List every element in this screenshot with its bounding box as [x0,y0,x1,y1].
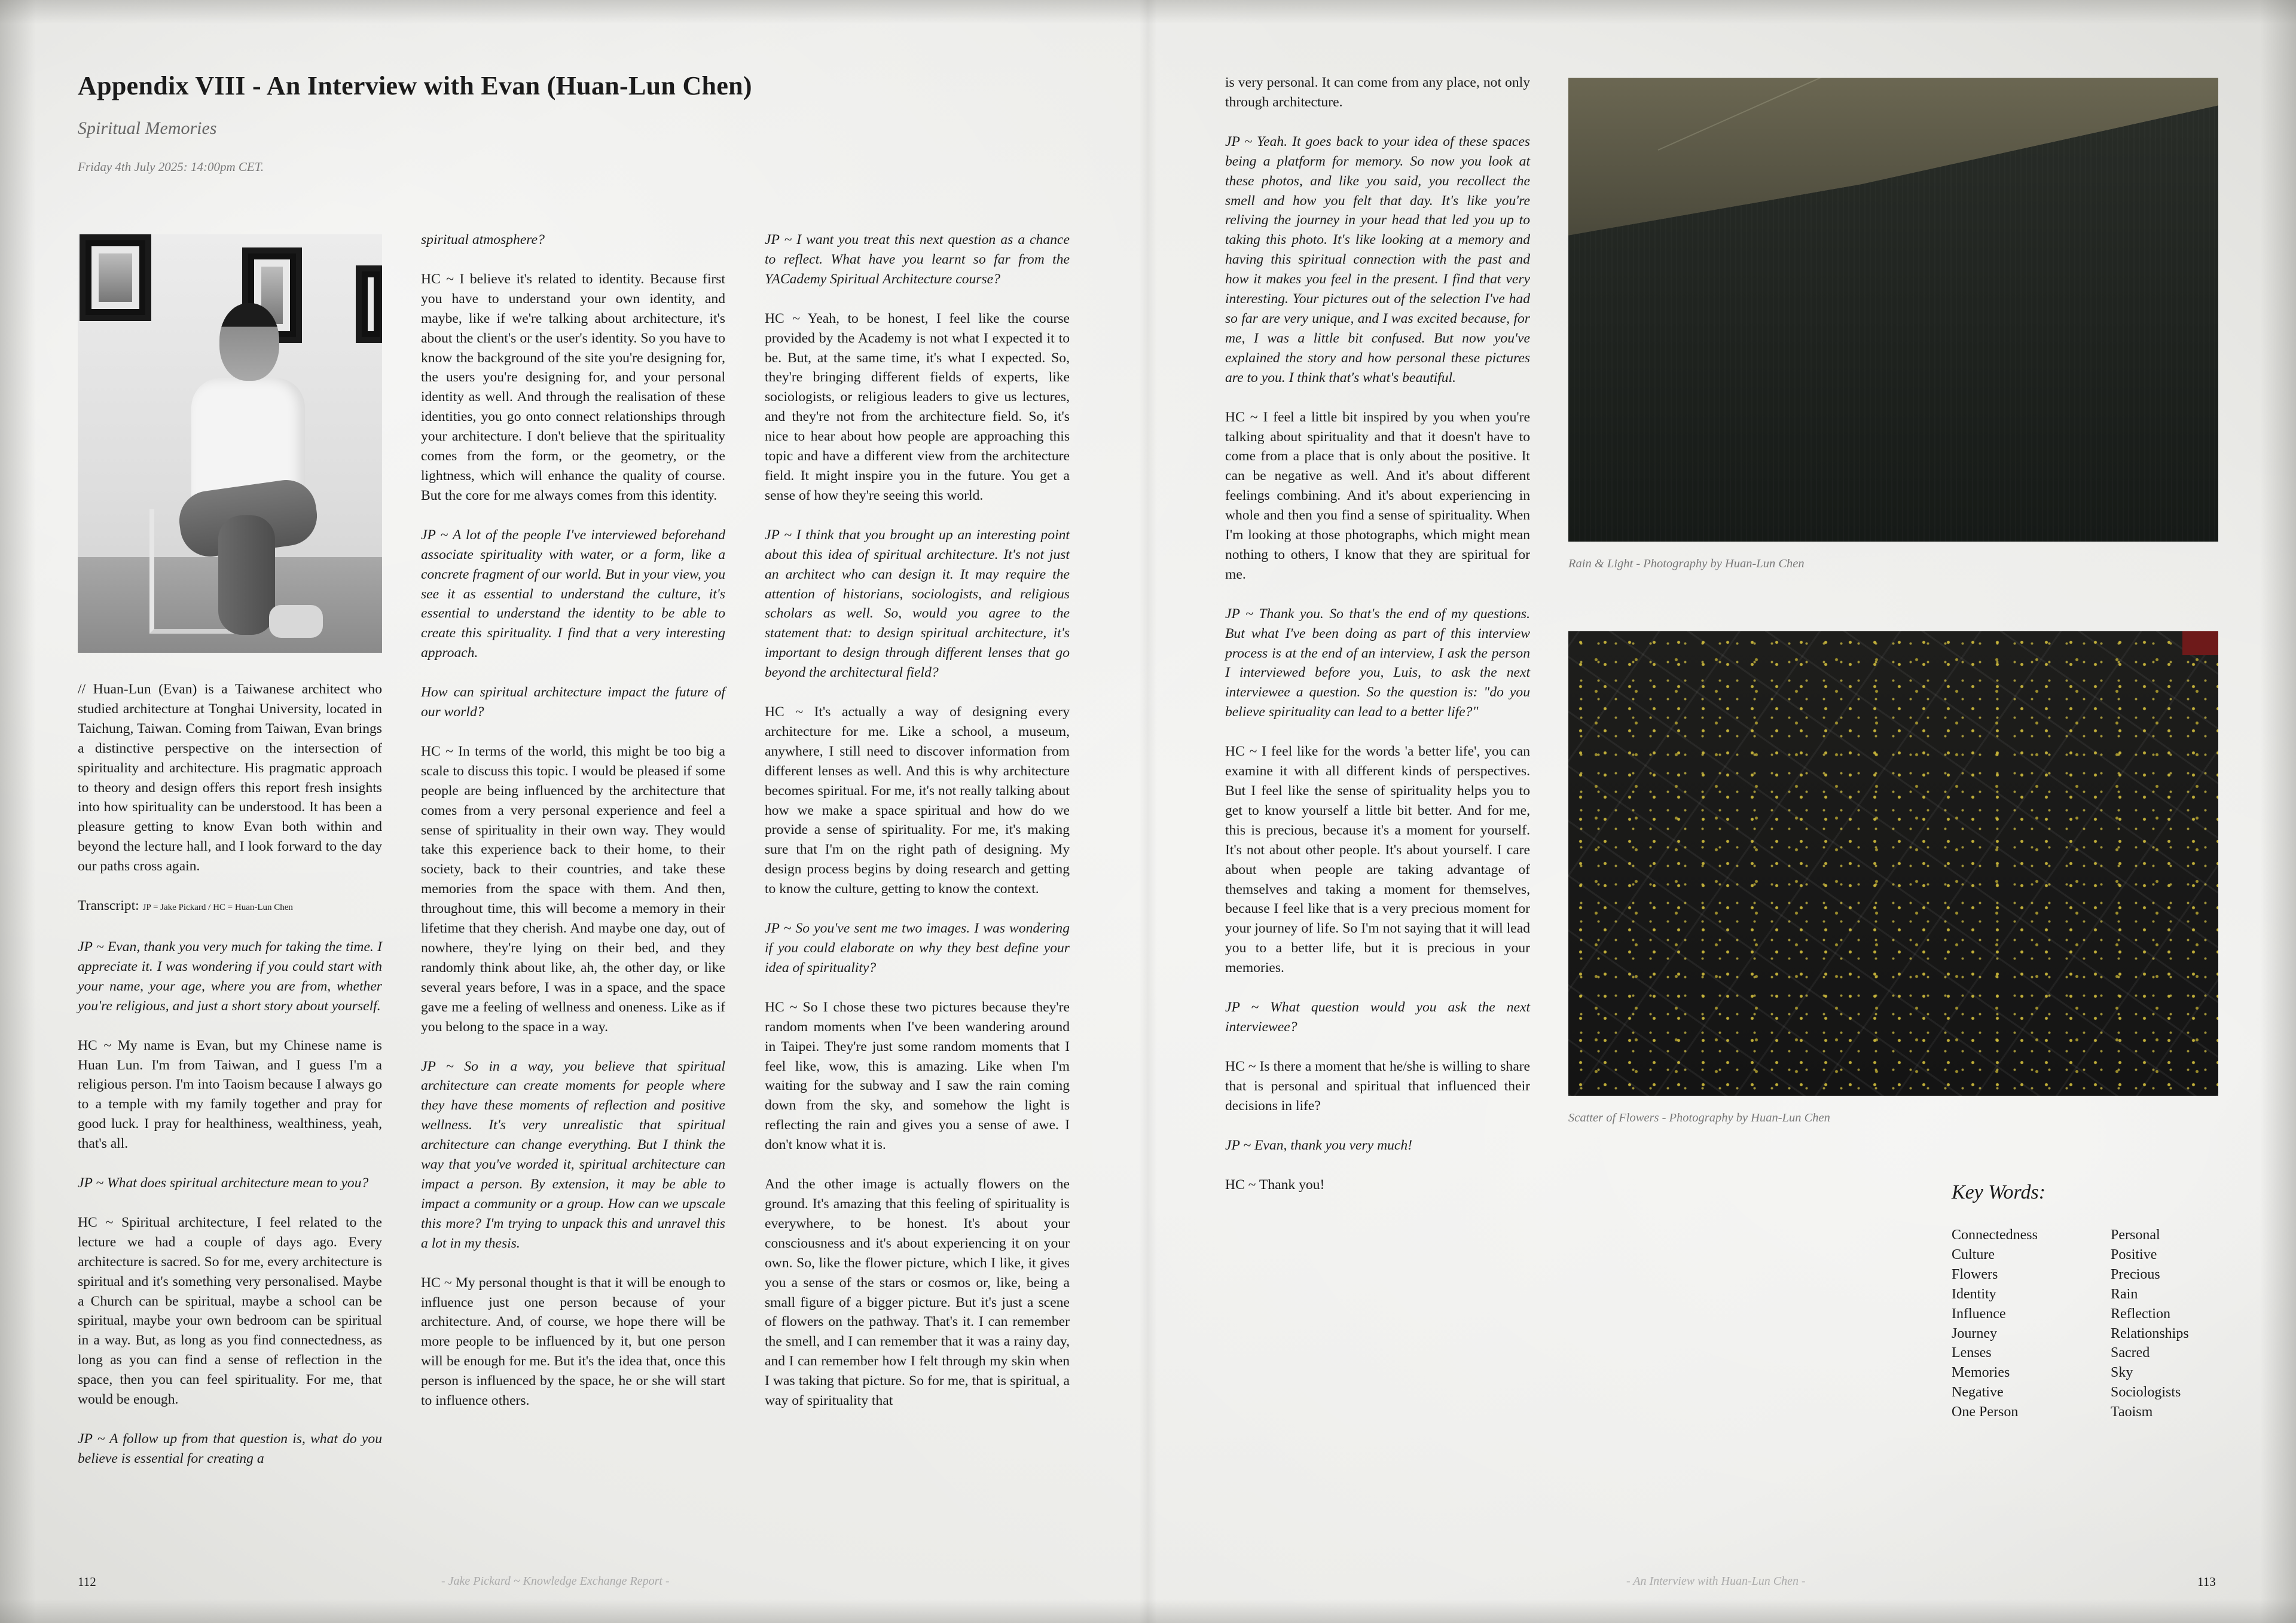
keyword: Sky [2111,1365,2133,1381]
paragraph: HC ~ My personal thought is that it will be enough to influence just one person because of your architecture. And, of course, we hope there will be more people to be influenced by it, but one person will be enough for me. But it's the idea that, once this person is influenced by the space, he or she will start to influence others. [421,1274,725,1409]
page-subtitle: Spiritual Memories [78,118,217,138]
interview-date: Friday 4th July 2025: 14:00pm CET. [78,160,264,174]
paragraph: HC ~ I feel like for the words 'a better life', you can examine it with all different kinds of perspectives. But I feel like the sense of spirituality helps you to get to know yourself a little bit better. And for me, this is precious, because it's a moment for yourself. It's not about other people. It's about yourself. I care about when people are taking advantage of themselves and taking a moment for themselves, because I feel like that is a very precious moment for your journey of life. So I'm not saying that it will lead you to a better life, but it is precious in your memories. [1225,744,1530,976]
person-head [219,303,279,381]
keyword: Personal [2111,1227,2160,1243]
wall-frame-1 [80,234,151,321]
column-3 [765,230,1070,1411]
paragraph: JP ~ I think that you brought up an interesting point about this idea of spiritual architecture. It's not just an architect who can design it. It may require the attention of historians, sociologists, and religious scholars as well. So, would you agree to the statement that: to design spiritual architecture, it's important to design through different lenses that go beyond the architectural field? [765,527,1070,681]
red-corner [2182,631,2218,655]
running-footer-right: - An Interview with Huan-Lun Chen - [1626,1575,1806,1588]
keywords-list-1 [1952,1225,2038,1422]
keyword: Taoism [2111,1404,2153,1420]
keyword: Relationships [2111,1325,2189,1341]
page-edge-right [2260,0,2296,1623]
paragraph: spiritual atmosphere? [421,232,545,247]
paragraph: JP ~ A lot of the people I've interviewed beforehand associate spirituality with water, or a form, like a concrete fragment of our world. But in your view, you see it as essential to understand the culture, it's essential to understand the identity to be able to create this spirituality. I find that a very interesting approach. [421,527,725,661]
keywords-list-2 [2111,1225,2189,1422]
photo-caption-rain: Rain & Light - Photography by Huan-Lun Chen [1568,557,1805,570]
scattered-flowers [1568,631,2218,1096]
paragraph: HC ~ Yeah, to be honest, I feel like the course provided by the Academy is not what I expected it to be. But, at the same time, it's what I expected. So, they're bringing different fields of experts, like sociologists, or religious leaders to give us lectures, and they're not from the architecture field. So, it's nice to hear about how people are approaching this topic and have a different view from the architecture field. It might inspire you in the future. You get a sense of how they're seeing this world. [765,310,1070,503]
person-leg [218,515,275,635]
page-number-left: 112 [78,1575,96,1589]
paragraph: HC ~ Thank you! [1225,1176,1325,1193]
page-number-right: 113 [2197,1575,2216,1589]
person-shoe [269,605,323,638]
paragraph: JP ~ I want you treat this next question as a chance to reflect. What have you learnt so far from the YACademy Spiritual Architecture course? [765,232,1070,287]
rain-light-photo [1568,78,2218,542]
paragraph: JP ~ What question would you ask the next interviewee? [1225,1000,1530,1035]
keyword: Influence [1952,1306,2006,1322]
paragraph: HC ~ Is there a moment that he/she is willing to share that is personal and spiritual that influenced their decisions in life? [1225,1058,1530,1114]
keyword: Sociologists [2111,1384,2181,1401]
keyword: Positive [2111,1246,2157,1263]
paragraph: JP ~ Evan, thank you very much! [1225,1137,1413,1153]
scatter-flowers-photo [1568,631,2218,1096]
wall-frame-3 [356,265,382,343]
keyword: Journey [1952,1325,1997,1341]
paragraph: JP ~ A follow up from that question is, what do you believe is essential for creating a [78,1431,382,1466]
column-2 [421,230,725,1411]
paragraph: HC ~ It's actually a way of designing every architecture for me. Like a school, a museum, anywhere, I still need to discover information from different lenses as well. And this is why architecture becomes spiritual. For me, it's not really talking about how we make a space spiritual and how do we provide a sense of spirituality. For me, it's making sure that I'm on the right path of designing. My design process begins by doing research and getting to know the culture, getting to know the context. [765,704,1070,897]
page-edge-left [0,0,36,1623]
paragraph: JP ~ So in a way, you believe that spiritual architecture can create moments for people where they have these moments of reflection and positive wellness. It's very unrealistic that spiritual architecture can change everything. But I think the way that you've worded it, spiritual architecture can impact a person. By extension, it may be able to impact a community or a group. How can we upscale this more? I'm trying to unpack this and unravel this a lot in my thesis. [421,1058,725,1251]
portrait-photo [78,234,382,653]
keyword: Sacred [2111,1345,2150,1361]
paragraph: HC ~ So I chose these two pictures because they're random moments when I've been wandering around in Taipei. They're just some random moments that I feel like, wow, this is amazing. Like when I'm waiting for the subway and I saw the rain coming down from the sky, and somehow the light is reflecting the rain and gives you a sense of awe. I don't know what it is. [765,999,1070,1153]
keywords-title: Key Words: [1952,1181,2046,1203]
keyword: Flowers [1952,1266,1998,1282]
paragraph: HC ~ I feel a little bit inspired by you when you're talking about spirituality and that it doesn't have to come from a place that is only about the positive. It can be negative as well. And it's about different feelings combining. And it's about experiencing in whole and then you find a sense of spirituality. When I'm looking at those photographs, which might mean nothing to others, I know that they are spiritual for me. [1225,409,1530,582]
paragraph: And the other image is actually flowers on the ground. It's amazing that this feeling of spirituality is everywhere, to be honest. It's about your consciousness and it's about experiencing it on your own. So, like the flower picture, which I like, it gives you a sense of the stars or cosmos or, like, being a small figure of a bigger picture. But it's just a scene of flowers on the pathway. That's it. I can remember the smell, and I can remember that it was a rainy day, and I can remember how I felt through my skin when I was taking that picture. So for me, that is spiritual, a way of spirituality that [765,1176,1070,1409]
photo-caption-flowers: Scatter of Flowers - Photography by Huan-Lun Chen [1568,1111,1830,1124]
paragraph: JP ~ Thank you. So that's the end of my questions. But what I've been doing as part of this interview process is at the end of an interview, I ask the person I interviewed before you, Luis, to ask the next interviewee a question. So the question is: "do you believe spirituality can lead to a better life?" [1225,606,1530,720]
keyword: Memories [1952,1365,2010,1381]
keyword: One Person [1952,1404,2019,1420]
book-gutter [1139,0,1157,1623]
paragraph: How can spiritual architecture impact the future of our world? [421,684,725,720]
keyword: Precious [2111,1266,2160,1282]
keyword: Lenses [1952,1345,1992,1361]
keyword: Connectedness [1952,1227,2038,1243]
paragraph: HC ~ I believe it's related to identity. Because first you have to understand your own identity, and maybe, like if we're talking about architecture, it's about the client's or the user's identity. So you have to know the background of the site you're designing for, the users you're designing for, and your personal identity as well. And through the realisation of these identities, you go onto connect relationships through your architecture. I don't believe that the spirituality comes from the form, or the geometry, or the lightness, which will enhance the quality of course. But the core for me always comes from this identity. [421,271,725,503]
keyword: Identity [1952,1286,1996,1302]
keyword: Culture [1952,1246,1995,1263]
intro-bio: // Huan-Lun (Evan) is a Taiwanese architect who studied architecture at Tonghai University, located in Taichung, Taiwan. Coming from Taiwan, Evan brings a distinctive perspective on the intersection of spirituality and architecture. His pragmatic approach to theory and design offers this report fresh insights into how spirituality can be understood. It has been a pleasure getting to know Evan both within and beyond the lecture hall, and I look forward to the day our paths cross again. [78,681,382,875]
column-4 [1225,73,1530,1194]
column-1 [78,680,382,1469]
paragraph: JP ~ Evan, thank you very much for taking the time. I appreciate it. I was wondering if you could start with your name, your age, where you are from, whether you're religious, and just a short story about yourself. [78,939,382,1014]
transcript-key: Transcript: JP = Jake Pickard / HC = Huan-Lun Chen [78,898,293,914]
paragraph: HC ~ In terms of the world, this might be too big a scale to discuss this topic. I would be pleased if some people are being influenced by the architecture that comes from a very personal experience and feel a sense of spirituality in their own way. They would take this experience back to their home, to their society, back to their countries, and take these memories from the space with them. And then, throughout time, this will become a memory in their lifetime that they cherish. And maybe one day, out of nowhere, they're lying on their bed, and they randomly think about like, ah, the other day, or like several years before, I was in a space, and the space gave me a feeling of wellness and oneness. Like as if you belong to the space in a way. [421,743,725,1035]
paragraph: JP ~ So you've sent me two images. I was wondering if you could elaborate on why they best define your idea of spirituality? [765,921,1070,976]
keyword: Negative [1952,1384,2004,1401]
paragraph: JP ~ What does spiritual architecture mean to you? [78,1175,369,1191]
paragraph: HC ~ Spiritual architecture, I feel related to the lecture we had a couple of days ago. Every architecture is sacred. So for me, every architecture is spiritual and it's something very personalised. Maybe a Church can be spiritual, maybe a school can be spiritual, maybe your own bedroom can be spiritual in a way. But, as long as you find connectedness, as long as you can find a sense of reflection in the space, then you can feel spirituality. For me, that would be enough. [78,1214,382,1408]
paragraph: JP ~ Yeah. It goes back to your idea of these spaces being a platform for memory. So now you look at these photos, and like you said, you recollect the smell and how you felt that day. It's like you're reliving the journey in your head that led you up to taking this photo. It's like looking at a memory and having this spiritual connection with the past and how it makes you feel in the present. I find that very interesting. Your pictures out of the selection I've had so far are very unique, and I was excited because, for me, I was a little bit confused. But now you've explained the story and how personal these pictures are to you. I think that's what's beautiful. [1225,133,1530,386]
keyword: Reflection [2111,1306,2170,1322]
running-footer-left: - Jake Pickard ~ Knowledge Exchange Report - [441,1575,670,1588]
paragraph: is very personal. It can come from any place, not only through architecture. [1225,75,1530,110]
keyword: Rain [2111,1286,2138,1302]
paragraph: HC ~ My name is Evan, but my Chinese name is Huan Lun. I'm from Taiwan, and I guess I'm a religious person. I'm into Taoism because I always go to a temple with my family together and pray for good luck. I pray for healthiness, wealthiness, yeah, that's all. [78,1037,382,1152]
page-title: Appendix VIII - An Interview with Evan (Huan-Lun Chen) [78,71,752,100]
